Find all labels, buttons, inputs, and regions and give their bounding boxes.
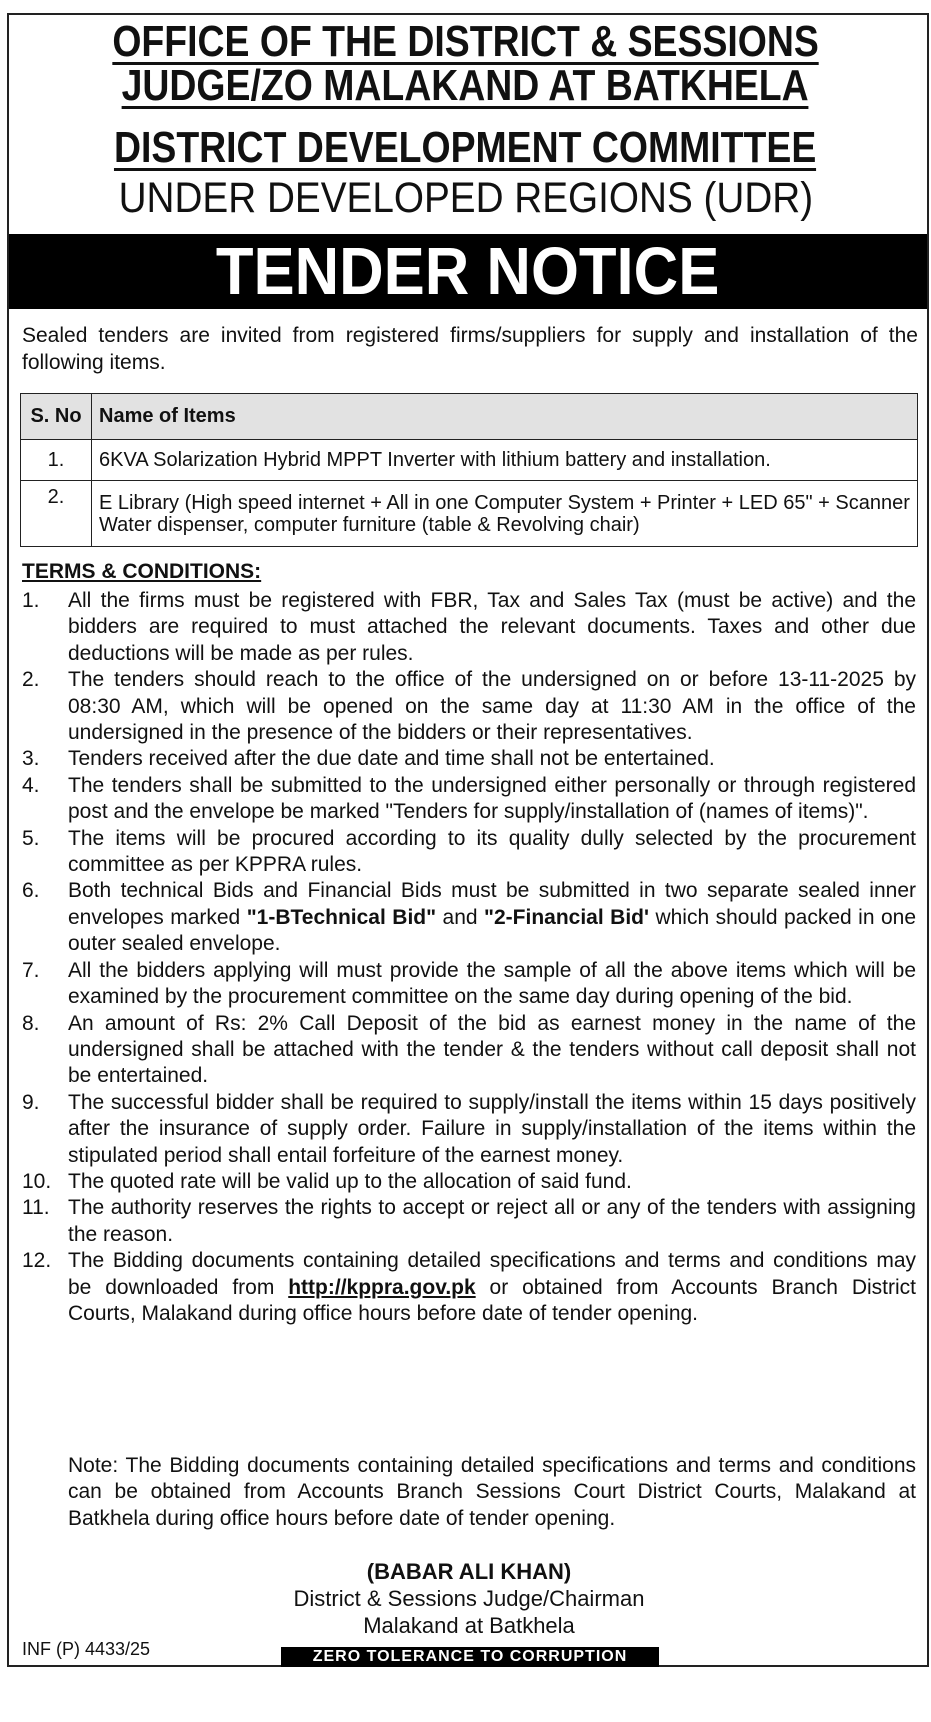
term-item: 11. The authority reserves the rights to accept or reject all or any of the tenders with assigning the reason. [22,1196,916,1246]
table-row [21,481,918,547]
financial-bid-label: "2-Financial Bid' [484,905,649,929]
row-item-name: E Library (High speed internet + All in one Computer System + Printer + LED 65" + Scanner Water dispenser, computer furniture (table & Revolving chair) [92,481,918,547]
term-item: 1. All the firms must be registered with FBR, Tax and Sales Tax (must be active) and the bidders are required to must attached the relevant documents. Taxes and other due deductions will be made as per rules. [22,589,916,665]
tender-notice-banner: TENDER NOTICE [9,234,927,309]
term-item: 5. The items will be procured according to its quality dully selected by the procurement committee as per KPPRA rules. [22,826,916,877]
header-item-name: Name of Items [92,394,918,440]
office-title-line2: JUDGE/ZO MALAKAND AT BATKHELA [121,61,810,110]
term-item: 8. An amount of Rs: 2% Call Deposit of the bid as earnest money in the name of the undersigned shall be attached with the tender & the tenders without call deposit shall not be entertained. [22,1011,916,1088]
table-row [21,440,918,481]
term-item: 4. The tenders shall be submitted to the undersigned either personally or through registered post and the envelope be marked "Tenders for supply/installation of (names of items)". [22,773,916,824]
signatory-name: (BABAR ALI KHAN) [366,1559,572,1584]
reference-number: INF (P) 4433/25 [22,1639,151,1659]
terms-list [22,588,916,1327]
term-item: 6. Both technical Bids and Financial Bids must be submitted in two separate sealed inner envelopes marked "1-BTechnical Bid" and "2-Financial Bid' which should packed in one outer sealed envelope. [22,879,917,956]
kppra-link[interactable]: http://kppra.gov.pk [288,1275,476,1299]
table-header-row [21,394,918,440]
terms-heading: TERMS & CONDITIONS: [22,560,262,583]
note-paragraph: Note: The Bidding documents containing detailed specifications and terms and conditions can be obtained from Accounts Branch Sessions Court District Courts, Malakand at Batkhela during office hours before date of tender opening. [68,1454,916,1530]
office-title-line1: OFFICE OF THE DISTRICT & SESSIONS [112,17,819,66]
term-item: 3. Tenders received after the due date and time shall not be entertained. [22,747,715,771]
term-item: 2. The tenders should reach to the office of the undersigned on or before 13-11-2025 by 08:30 AM, which will be opened on the same day at 11:30 AM in the office of the undersigned in the presence of the bidders or their representatives. [22,668,916,745]
udr-subtitle: UNDER DEVELOPED REGIONS (UDR) [118,174,813,222]
term-item: 7. All the bidders applying will must provide the sample of all the above items which will be examined by the procurement committee on the same day during opening of the bid. [22,958,916,1009]
items-table [20,393,918,547]
term-item: 12. The Bidding documents containing detailed specifications and terms and conditions may be downloaded from http://kppra.gov.pk or obtained from Accounts Branch District Courts, Malakand during office hours before date of tender opening. [22,1249,916,1325]
header-sno: S. No [21,394,92,440]
row-sno: 2. [21,481,92,547]
term-item: 9. The successful bidder shall be required to supply/install the items within 15 days positively after the insurance of supply order. Failure in supply/installation of the items within the stipulated period shall entail forfeiture of the earnest money. [22,1090,916,1167]
row-item-name: 6KVA Solarization Hybrid MPPT Inverter with lithium battery and installation. [92,440,918,481]
committee-title: DISTRICT DEVELOPMENT COMMITTEE [114,123,817,172]
intro-paragraph: Sealed tenders are invited from registered firms/suppliers for supply and installation of the following items. [22,324,918,374]
anti-corruption-slogan: ZERO TOLERANCE TO CORRUPTION [281,1647,659,1667]
technical-bid-label: "1-BTechnical Bid" [246,905,437,929]
term-item: 10. The quoted rate will be valid up to the allocation of said fund. [22,1169,632,1193]
signatory-location: Malakand at Batkhela [363,1613,575,1638]
signatory-designation: District & Sessions Judge/Chairman [293,1586,645,1611]
row-sno: 1. [21,440,92,481]
